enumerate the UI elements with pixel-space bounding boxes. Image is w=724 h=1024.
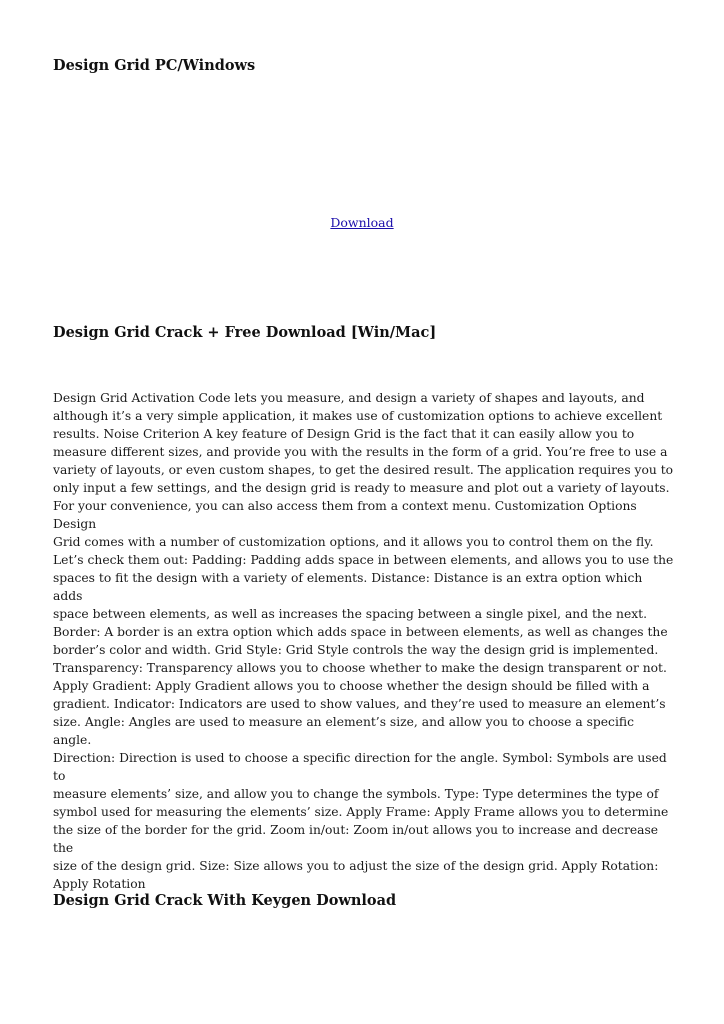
heading-crack-free-download: Design Grid Crack + Free Download [Win/Mac] bbox=[53, 324, 437, 341]
download-link[interactable]: Download bbox=[330, 215, 394, 230]
heading-design-grid-pc-windows: Design Grid PC/Windows bbox=[53, 57, 256, 74]
heading-crack-with-keygen: Design Grid Crack With Keygen Download bbox=[53, 892, 397, 909]
description-paragraph: Design Grid Activation Code lets you measure, and design a variety of shapes and layouts, and although it’s a very simple application, it makes use of customization options to achieve excellent results. Noise Criterion A key feature of Design Grid is the fact that it can easily allow you to measure different sizes, and provide you with the results in the form of a grid. You’re free to use a variety of layouts, or even custom shapes, to get the desired result. The application requires you to only input a few settings, and the design grid is ready to measure and plot out a variety of layouts. For your convenience, you can also access them from a context menu. Customization Options Design Grid comes with a number of customization options, and it allows you to control them on the fly. Let’s check them out: Padding: Padding adds space in between elements, and allows you to use the spaces to fit the design with a variety of elements. Distance: Distance is an extra option which adds space between elements, as well as increases the spacing between a single pixel, and the next. Border: A border is an extra option which adds space in between elements, as well as changes the border’s color and width. Grid Style: Grid Style controls the way the design grid is implemented. Transparency: Transparency allows you to choose whether to make the design transparent or not. Apply Gradient: Apply Gradient allows you to choose whether the design should be filled with a gradient. Indicator: Indicators are used to show values, and they’re used to measure an element’s size. Angle: Angles are used to measure an element’s size, and allow you to choose a specific angle. Direction: Direction is used to choose a specific direction for the angle. Symbol: Symbols are used to measure elements’ size, and allow you to change the symbols. Type: Type determines the type of symbol used for measuring the elements’ size. Apply Frame: Apply Frame allows you to determine the size of the border for the grid. Zoom in/out: Zoom in/out allows you to increase and decrease the size of the design grid. Size: Size allows you to adjust the size of the design grid. Apply Rotation: Apply Rotation bbox=[53, 391, 674, 891]
download-link-container bbox=[0, 212, 724, 231]
